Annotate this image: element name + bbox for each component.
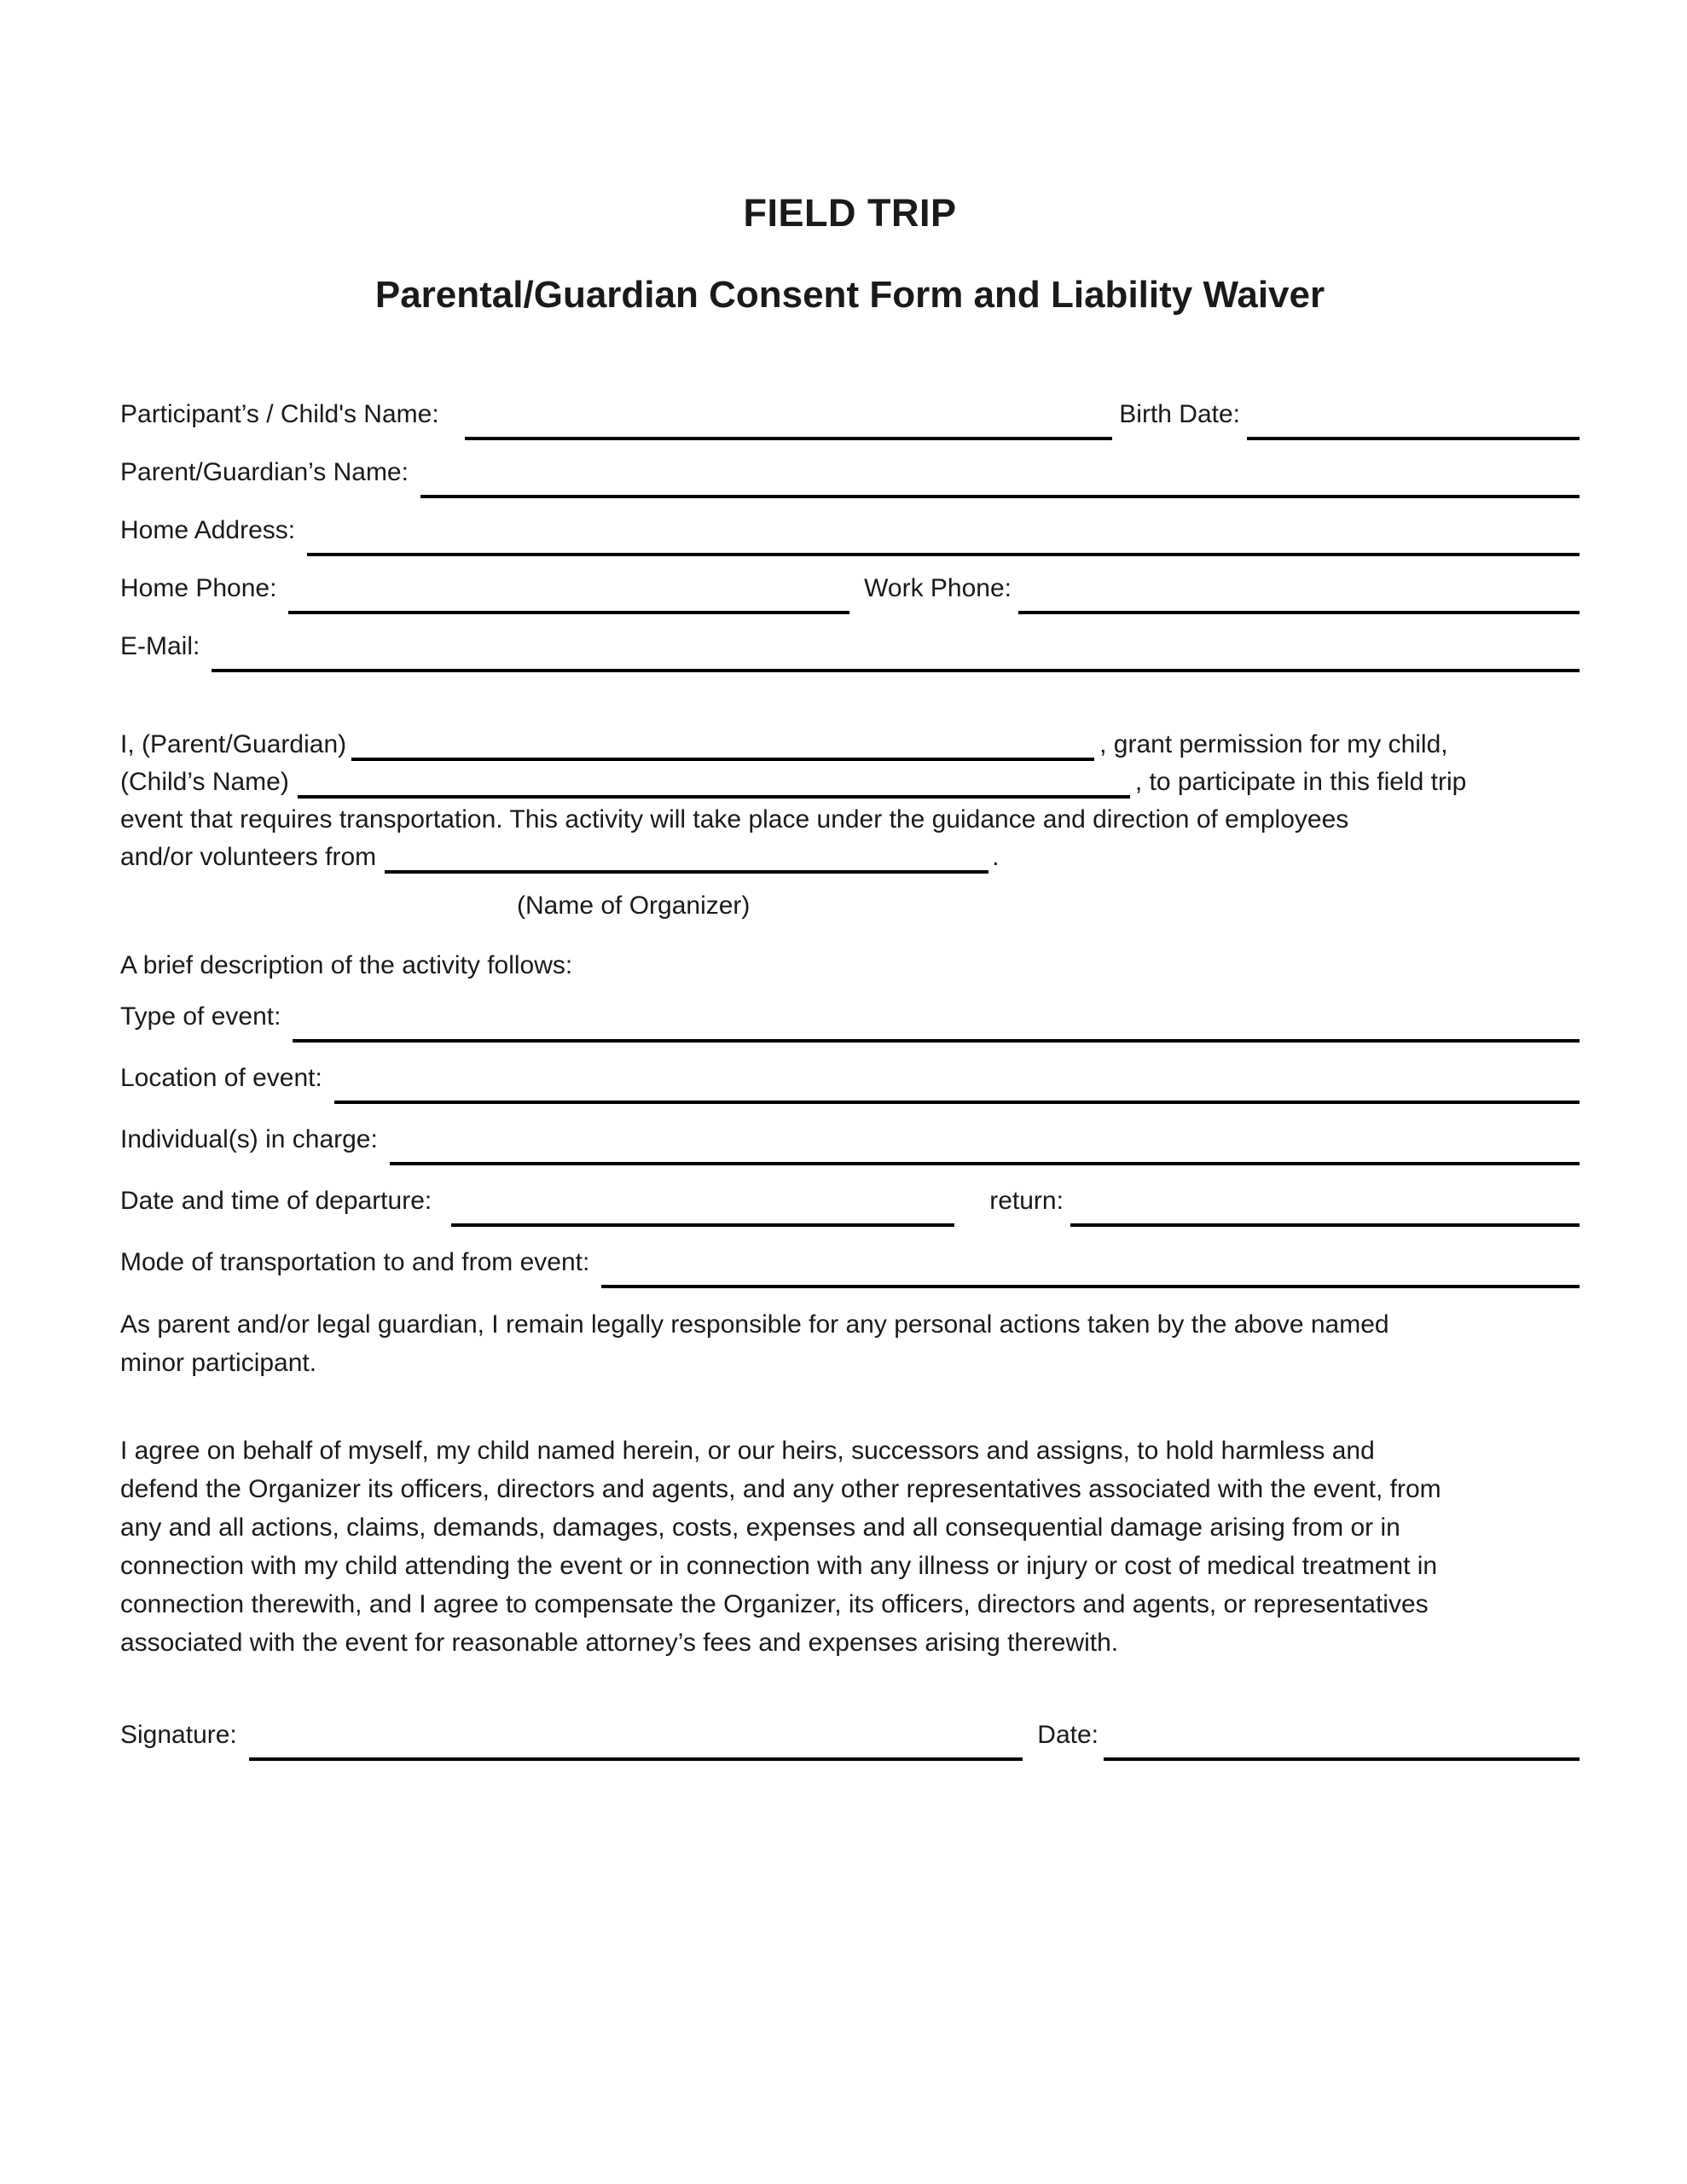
participant-birthdate-row [120, 396, 1580, 440]
phones-row [120, 570, 1580, 614]
return-blank[interactable] [1070, 1223, 1580, 1227]
permission-child-label: (Child’s Name) [120, 768, 289, 796]
email-blank[interactable] [212, 669, 1580, 672]
individuals-in-charge-label: Individual(s) in charge: [120, 1125, 378, 1153]
departure-blank[interactable] [451, 1223, 954, 1227]
home-phone-blank[interactable] [288, 611, 849, 614]
permission-line-3 [120, 804, 1580, 841]
individuals-in-charge-blank[interactable] [390, 1162, 1580, 1165]
location-of-event-label: Location of event: [120, 1064, 322, 1092]
type-of-event-blank[interactable] [293, 1039, 1580, 1043]
liability-line: defend the Organizer its officers, directors and agents, and any other representatives associated with the event, from [120, 1475, 1441, 1503]
liability-line: connection with my child attending the event or in connection with any illness or injury or cost of medical treatment in [120, 1552, 1438, 1580]
liability-line: associated with the event for reasonable attorney’s fees and expenses arising therewith. [120, 1629, 1119, 1657]
permission-lead-in: I, (Parent/Guardian) [120, 730, 347, 758]
permission-line-2 [120, 766, 1580, 804]
participant-name-blank[interactable] [465, 437, 1113, 440]
departure-return-row [120, 1182, 1580, 1227]
signature-date-row [120, 1716, 1580, 1761]
participant-name-label: Participant’s / Child's Name: [120, 400, 439, 428]
parent-name-blank[interactable] [420, 495, 1580, 498]
permission-child-name-blank[interactable] [298, 795, 1130, 799]
individuals-in-charge-row [120, 1121, 1580, 1165]
responsibility-paragraph [120, 1305, 1580, 1382]
home-address-blank[interactable] [307, 553, 1580, 556]
organizer-caption: (Name of Organizer) [517, 892, 751, 920]
permission-after-child: , to participate in this field trip [1134, 768, 1467, 796]
birth-date-label: Birth Date: [1119, 400, 1240, 428]
permission-statement [120, 729, 1580, 923]
email-label: E-Mail: [120, 632, 200, 660]
permission-line-4 [120, 841, 1580, 879]
liability-line: any and all actions, claims, demands, damages, costs, expenses and all consequential damage arising from or in [120, 1513, 1400, 1542]
transportation-blank[interactable] [601, 1285, 1580, 1288]
departure-label: Date and time of departure: [120, 1187, 432, 1215]
location-of-event-row [120, 1060, 1580, 1104]
responsibility-line: As parent and/or legal guardian, I remain legally responsible for any personal actions taken by the above named [120, 1310, 1389, 1339]
liability-paragraph [120, 1432, 1580, 1662]
organizer-name-blank[interactable] [385, 870, 988, 874]
permission-after-parent: , grant permission for my child, [1099, 730, 1448, 758]
responsibility-line: minor participant. [120, 1349, 317, 1377]
parent-name-row [120, 454, 1580, 498]
home-phone-label: Home Phone: [120, 574, 277, 602]
permission-parent-name-blank[interactable] [351, 758, 1094, 761]
home-address-label: Home Address: [120, 516, 296, 544]
work-phone-label: Work Phone: [864, 574, 1012, 602]
transportation-label: Mode of transportation to and from event: [120, 1248, 590, 1276]
signature-label: Signature: [120, 1721, 237, 1749]
birth-date-blank[interactable] [1247, 437, 1580, 440]
work-phone-blank[interactable] [1018, 611, 1580, 614]
permission-line-1 [120, 729, 1580, 766]
permission-body-text: event that requires transportation. This activity will take place under the guidance and direction of employees [120, 805, 1349, 834]
type-of-event-label: Type of event: [120, 1002, 281, 1031]
parent-name-label: Parent/Guardian’s Name: [120, 458, 409, 486]
date-blank[interactable] [1104, 1757, 1580, 1761]
home-address-row [120, 512, 1580, 556]
activity-intro: A brief description of the activity follows: [120, 951, 573, 979]
signature-blank[interactable] [249, 1757, 1023, 1761]
activity-fields-section [120, 998, 1580, 1288]
liability-line: connection therewith, and I agree to compensate the Organizer, its officers, directors and agents, or representatives [120, 1590, 1429, 1618]
contact-fields-section [120, 396, 1580, 672]
permission-period: . [992, 843, 1000, 871]
email-row [120, 628, 1580, 672]
location-of-event-blank[interactable] [334, 1101, 1580, 1104]
permission-volunteers-text: and/or volunteers from [120, 843, 377, 871]
liability-line: I agree on behalf of myself, my child named herein, or our heirs, successors and assigns, to hold harmless and [120, 1437, 1375, 1465]
return-label: return: [989, 1187, 1064, 1215]
form-title: FIELD TRIP [743, 191, 957, 235]
transportation-row [120, 1244, 1580, 1288]
date-label: Date: [1037, 1721, 1099, 1749]
type-of-event-row [120, 998, 1580, 1043]
form-subtitle: Parental/Guardian Consent Form and Liability Waiver [374, 274, 1325, 316]
